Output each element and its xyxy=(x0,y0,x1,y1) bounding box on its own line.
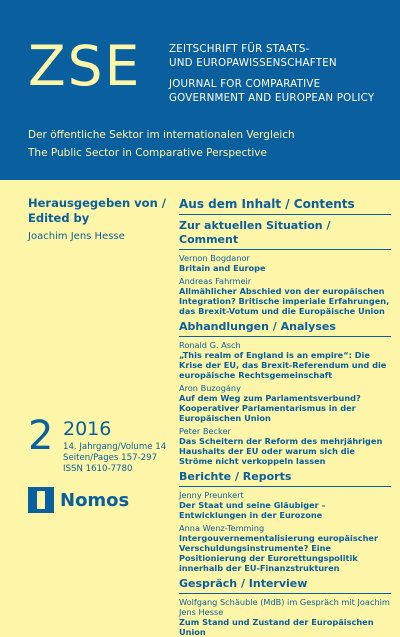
editor-heading-line2: Edited by xyxy=(28,211,90,225)
cover-header-band xyxy=(0,0,400,180)
section-interview xyxy=(179,577,391,637)
subtitle-en: The Public Sector in Comparative Perspective xyxy=(28,147,267,159)
article-author: Andreas Fahrmeir xyxy=(179,276,252,286)
article-author: Wolfgang Schäuble (MdB) im Gespräch mit Joachim Jens Hesse xyxy=(179,597,390,617)
section-analyses xyxy=(179,320,391,466)
journal-logo: ZSE xyxy=(28,34,142,98)
editor-block xyxy=(28,196,178,244)
article-author: Aron Buzogány xyxy=(179,383,241,393)
article-title: Der Staat und seine Gläubiger – Entwicklungen in der Eurozone xyxy=(179,500,326,520)
article-title: Allmählicher Abschied von der europäischen Integration? Britische imperiale Erfahrungen, das Brexit-Votum und die Europäische Union xyxy=(179,286,390,316)
list-item xyxy=(179,523,391,573)
article-author: Ronald G. Asch xyxy=(179,340,241,350)
publisher-name: Nomos xyxy=(60,489,130,511)
title-de-line2: UND EUROPAWISSENSCHAFTEN xyxy=(169,57,337,69)
publisher-logo xyxy=(28,486,129,514)
list-item xyxy=(179,383,391,423)
issue-year: 2016 xyxy=(63,418,112,440)
editor-name: Joachim Jens Hesse xyxy=(28,231,125,242)
editor-heading-line1: Herausgegeben von / xyxy=(28,196,166,210)
issue-number: 2 xyxy=(28,413,54,459)
article-title: Zum Stand und Zustand der Europäischen Union xyxy=(179,617,374,637)
subtitle-de: Der öffentliche Sektor im internationalen Vergleich xyxy=(28,129,295,141)
section-reports xyxy=(179,470,391,573)
article-author: Jenny Preunkert xyxy=(179,490,244,500)
contents-block xyxy=(179,196,391,637)
section-divider xyxy=(179,249,391,250)
section-title: Abhandlungen / Analyses xyxy=(179,320,336,333)
contents-divider xyxy=(179,214,391,215)
article-author: Vernon Bogdanor xyxy=(179,253,250,263)
section-title: Berichte / Reports xyxy=(179,470,292,483)
contents-heading: Aus dem Inhalt / Contents xyxy=(179,197,355,211)
article-title: „This realm of England is an empire“: Die Krise der EU, das Brexit-Referendum und die europäische Rechtsgemeinschaft xyxy=(179,350,387,380)
issue-issn: ISSN 1610-7780 xyxy=(63,464,133,474)
section-divider xyxy=(179,593,391,594)
article-title: Auf dem Weg zum Parlamentsverbund? Kooperativer Parlamentarismus in der Europäischen Union xyxy=(179,393,361,423)
list-item xyxy=(179,426,391,466)
section-title: Zur aktuellen Situation / Comment xyxy=(179,219,331,246)
editor-heading xyxy=(28,196,178,226)
article-title: Intergouvernementalisierung europäischer Verschuldungsinstrumente? Eine Positionierung der Eurorettungspolitik innerhalb der EU-Finanzstrukturen xyxy=(179,533,378,573)
issue-pages: Seiten/Pages 157-297 xyxy=(63,453,158,463)
section-divider xyxy=(179,486,391,487)
article-title: Das Scheitern der Reform des mehrjährigen Haushalts der EU oder warum sich die Ströme nicht verkoppeln lassen xyxy=(179,436,383,466)
title-en-line1: JOURNAL FOR COMPARATIVE xyxy=(169,78,321,90)
journal-titles xyxy=(169,42,394,105)
section-comment xyxy=(179,219,391,316)
list-item xyxy=(179,340,391,380)
article-author: Anna Wenz-Temming xyxy=(179,523,265,533)
issue-volume: 14. Jahrgang/Volume 14 xyxy=(63,442,167,452)
nomos-mark-icon xyxy=(28,487,54,513)
list-item xyxy=(179,490,391,520)
section-divider xyxy=(179,336,391,337)
list-item xyxy=(179,276,391,316)
list-item xyxy=(179,253,391,273)
title-en-line2: GOVERNMENT AND EUROPEAN POLICY xyxy=(169,92,375,104)
list-item xyxy=(179,597,391,637)
journal-subtitle xyxy=(28,126,388,162)
article-title: Britain and Europe xyxy=(179,263,266,273)
article-author: Peter Becker xyxy=(179,426,231,436)
title-de-line1: ZEITSCHRIFT FÜR STAATS- xyxy=(169,43,310,55)
section-title: Gespräch / Interview xyxy=(179,577,308,590)
